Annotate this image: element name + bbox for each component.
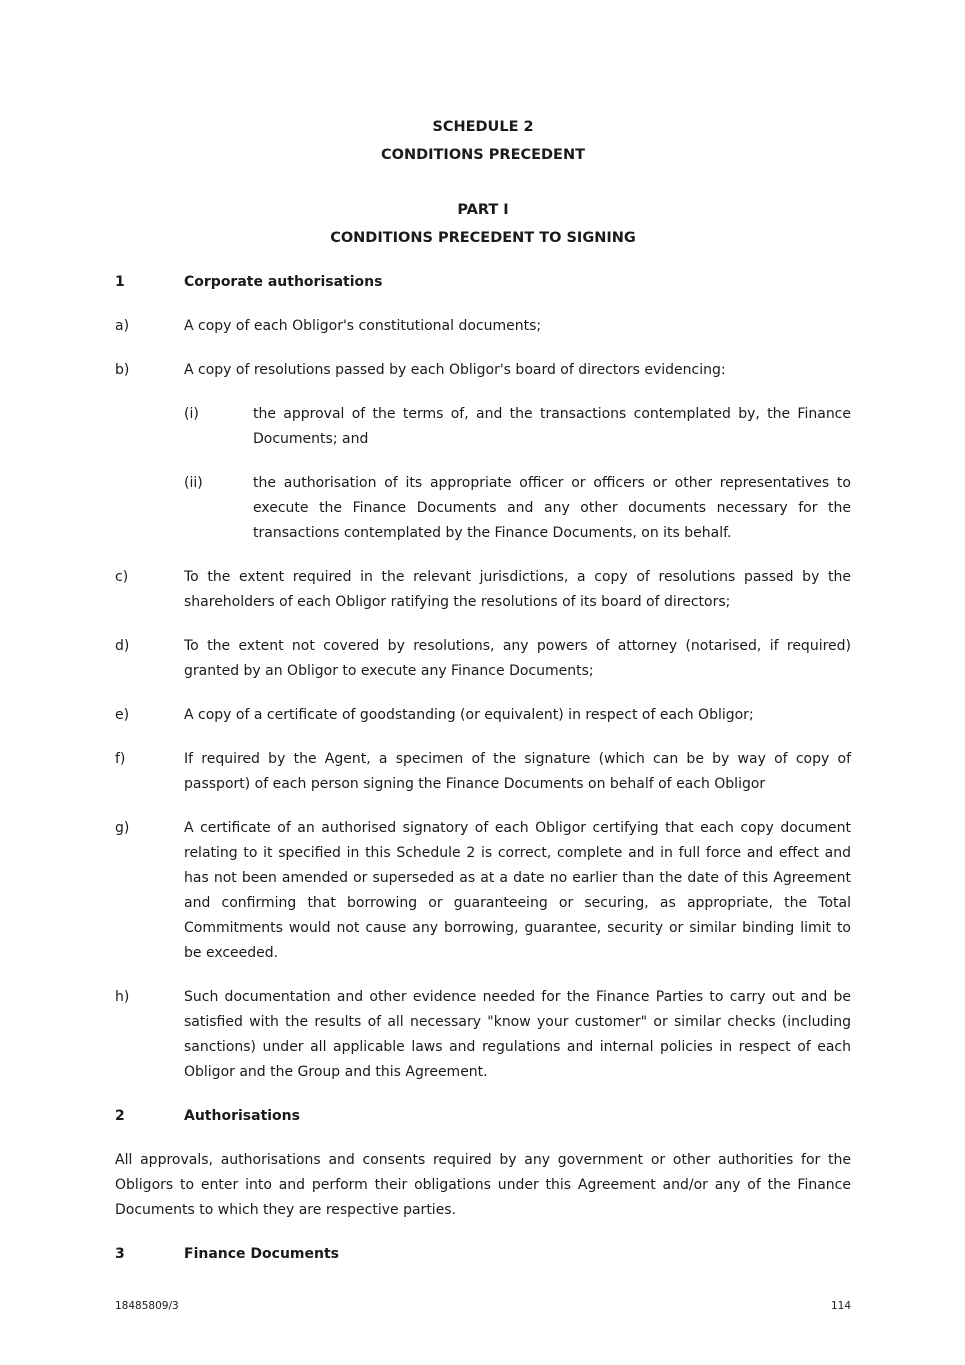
item-label: c) [115, 569, 129, 585]
list-item-b [115, 358, 851, 383]
section-heading-3 [115, 1242, 851, 1267]
item-text: A certificate of an authorised signatory of each Obligor certifying that each copy document relating to it specified in this Schedule 2 is correct, complete and in full force and effect and has not been amended or superseded as at a date no earlier than the date of this Agreement and confirming that borrowing or guaranteeing or securing, as appropriate, the Total Commitments would not cause any borrowing, guarantee, security or similar binding limit to be exceeded. [184, 820, 851, 961]
part-title: CONDITIONS PRECEDENT TO SIGNING [330, 229, 636, 246]
item-text: To the extent required in the relevant jurisdictions, a copy of resolutions passed by the shareholders of each Obligor ratifying the resolutions of its board of directors; [184, 569, 851, 610]
sub-item-b-ii [184, 471, 851, 546]
section-title: Corporate authorisations [184, 274, 383, 290]
document-body [115, 270, 851, 1286]
item-text: A copy of resolutions passed by each Obligor's board of directors evidencing: [184, 362, 726, 378]
item-text: A copy of a certificate of goodstanding (or equivalent) in respect of each Obligor; [184, 707, 754, 723]
section-2-paragraph: All approvals, authorisations and consents required by any government or other authorities for the Obligors to enter into and perform their obligations under this Agreement and/or any of the Finance Documents to which they are respective parties. [115, 1152, 851, 1218]
section-title: Authorisations [184, 1108, 300, 1124]
page-footer [115, 1300, 851, 1312]
section-heading-2 [115, 1104, 851, 1129]
schedule-heading [115, 114, 851, 252]
item-label: f) [115, 751, 126, 767]
section-number: 3 [115, 1246, 125, 1262]
sub-item-b-i [184, 402, 851, 452]
list-item-c [115, 565, 851, 615]
item-label: a) [115, 318, 130, 334]
list-item-d [115, 634, 851, 684]
part-number: PART I [457, 202, 509, 218]
item-label: b) [115, 362, 130, 378]
item-text: Such documentation and other evidence needed for the Finance Parties to carry out and be satisfied with the results of all necessary "know your customer" or similar checks (including sanctions) under all applicable laws and regulations and internal policies in respect of each Obligor and the Group and this Agreement. [184, 989, 851, 1080]
schedule-title: CONDITIONS PRECEDENT [381, 146, 585, 163]
list-item-g [115, 816, 851, 966]
section-title: Finance Documents [184, 1246, 339, 1262]
item-label: h) [115, 989, 130, 1005]
item-label: d) [115, 638, 130, 654]
item-label: e) [115, 707, 130, 723]
list-item-h [115, 985, 851, 1085]
sub-item-label: (ii) [184, 475, 203, 491]
sub-item-text: the authorisation of its appropriate officer or officers or other representatives to execute the Finance Documents and any other documents necessary for the transactions contemplated by the Finance Documents, on its behalf. [253, 475, 851, 541]
sub-item-text: the approval of the terms of, and the transactions contemplated by, the Finance Documents; and [253, 406, 851, 447]
schedule-number: SCHEDULE 2 [432, 119, 534, 135]
item-label: g) [115, 820, 130, 836]
item-text: To the extent not covered by resolutions, any powers of attorney (notarised, if required) granted by an Obligor to execute any Finance Documents; [184, 638, 851, 679]
section-heading-1 [115, 270, 851, 295]
item-text: If required by the Agent, a specimen of the signature (which can be by way of copy of passport) of each person signing the Finance Documents on behalf of each Obligor [184, 751, 851, 792]
section-number: 2 [115, 1108, 125, 1124]
list-item-e [115, 703, 851, 728]
list-item-f [115, 747, 851, 797]
document-reference: 18485809/3 [115, 1300, 179, 1312]
section-number: 1 [115, 274, 125, 290]
list-item-a [115, 314, 851, 339]
sub-item-label: (i) [184, 406, 199, 422]
page-number: 114 [830, 1300, 851, 1312]
item-text: A copy of each Obligor's constitutional documents; [184, 318, 542, 334]
